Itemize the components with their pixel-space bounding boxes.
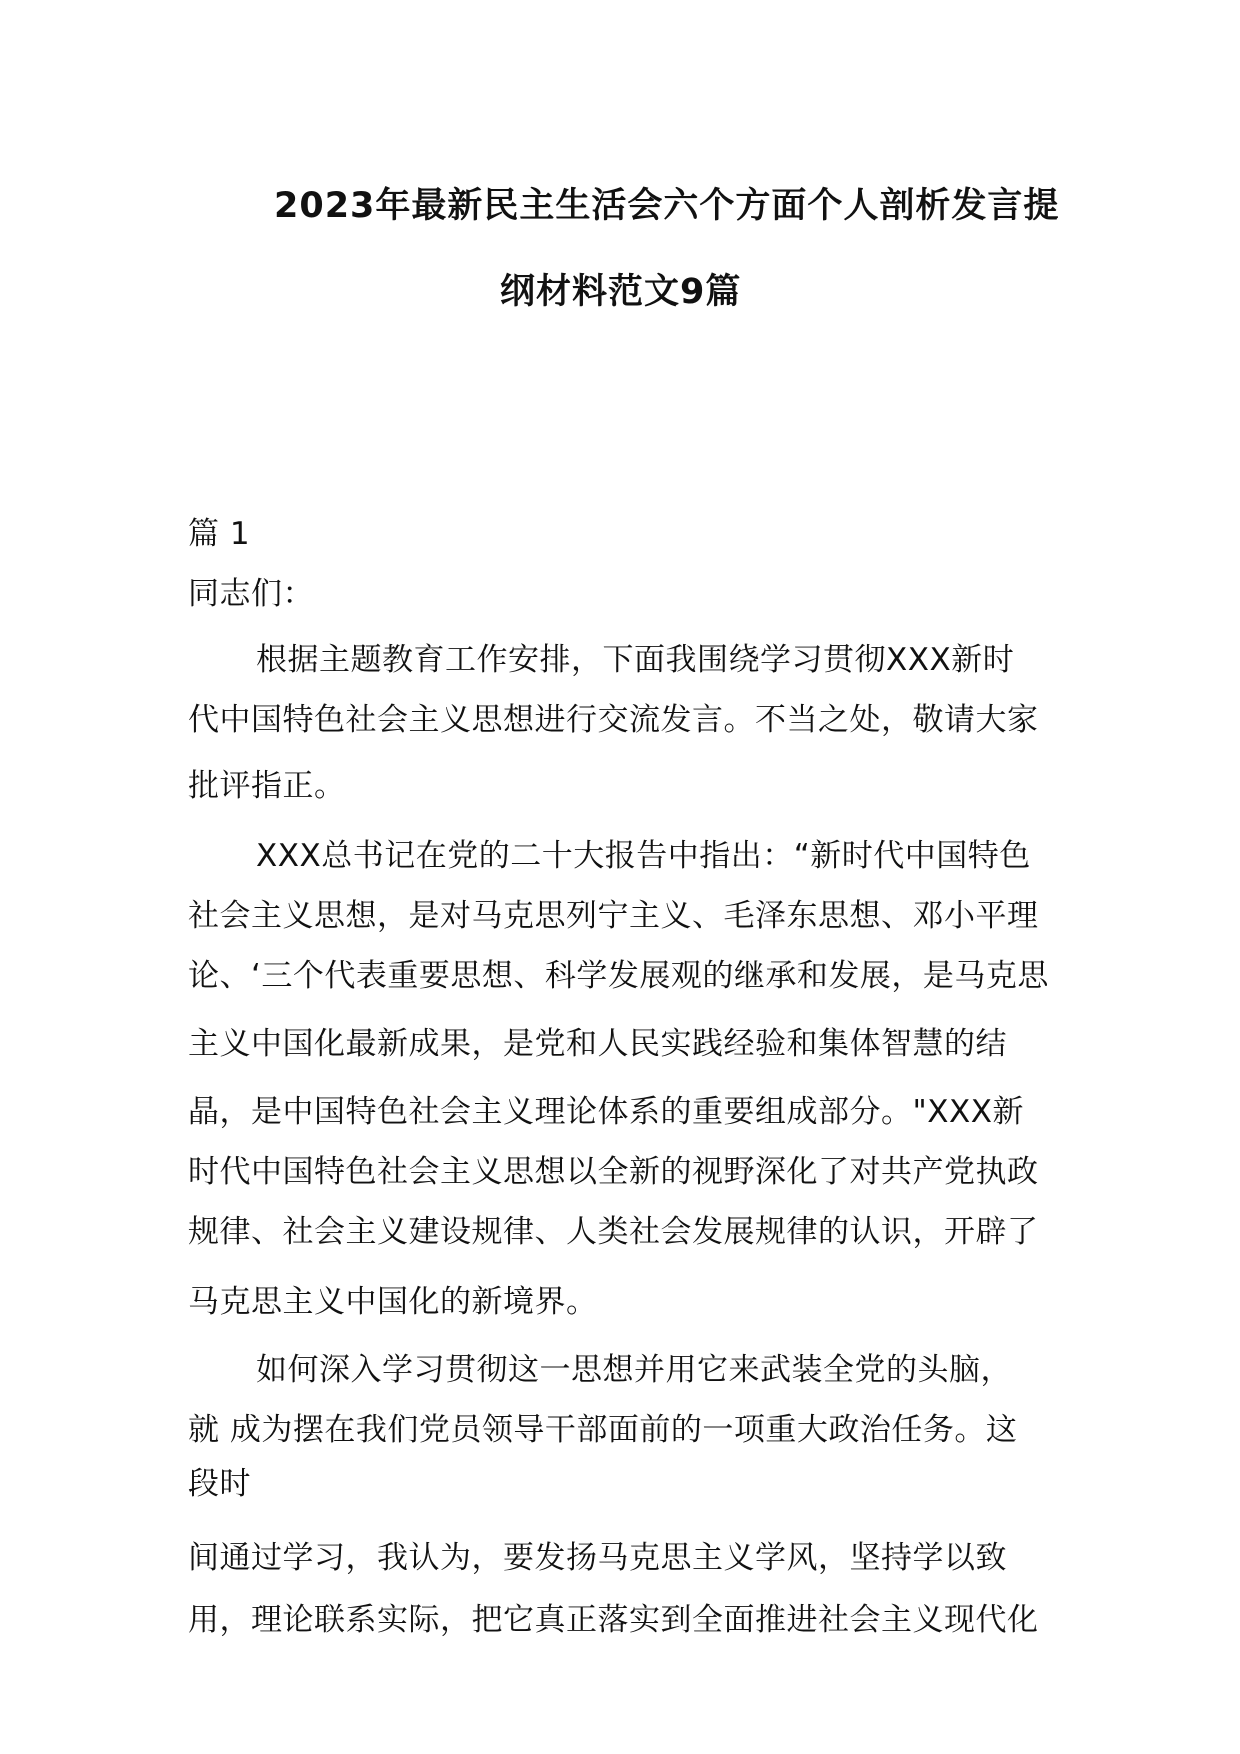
body-line: XXX总书记在党的二十大报告中指出：“新时代中国特色 (256, 838, 1031, 874)
document-title-line-1: 2023年最新民主生活会六个方面个人剖析发言提 (274, 186, 1060, 226)
body-line: 晶，是中国特色社会主义理论体系的重要组成部分。"XXX新 (188, 1094, 1024, 1130)
body-line: 根据主题教育工作安排，下面我围绕学习贯彻XXX新时 (256, 642, 1015, 678)
body-line: 批评指正。 (188, 768, 346, 804)
section-label: 篇 1 (188, 516, 251, 552)
body-line: 如何深入学习贯彻这一思想并用它来武装全党的头脑， (256, 1352, 1012, 1388)
salutation: 同志们： (188, 576, 314, 612)
body-line: 时代中国特色社会主义思想以全新的视野深化了对共产党执政 (188, 1154, 1039, 1190)
document-title-line-2: 纲材料范文9篇 (500, 272, 742, 312)
body-line: 间通过学习，我认为，要发扬马克思主义学风，坚持学以致 (188, 1540, 1007, 1576)
body-line: 论、‘三个代表重要思想、科学发展观的继承和发展，是马克思 (188, 958, 1049, 994)
body-line: 规律、社会主义建设规律、人类社会发展规律的认识，开辟了 (188, 1214, 1039, 1250)
body-line: 用，理论联系实际，把它真正落实到全面推进社会主义现代化 (188, 1602, 1039, 1638)
body-line: 主义中国化最新成果，是党和人民实践经验和集体智慧的结 (188, 1026, 1007, 1062)
body-line: 社会主义思想，是对马克思列宁主义、毛泽东思想、邓小平理 (188, 898, 1039, 934)
body-line: 段时 (188, 1466, 251, 1502)
body-line: 就 成为摆在我们党员领导干部面前的一项重大政治任务。这 (188, 1412, 1018, 1448)
body-line: 马克思主义中国化的新境界。 (188, 1284, 598, 1320)
body-line: 代中国特色社会主义思想进行交流发言。不当之处，敬请大家 (188, 702, 1039, 738)
